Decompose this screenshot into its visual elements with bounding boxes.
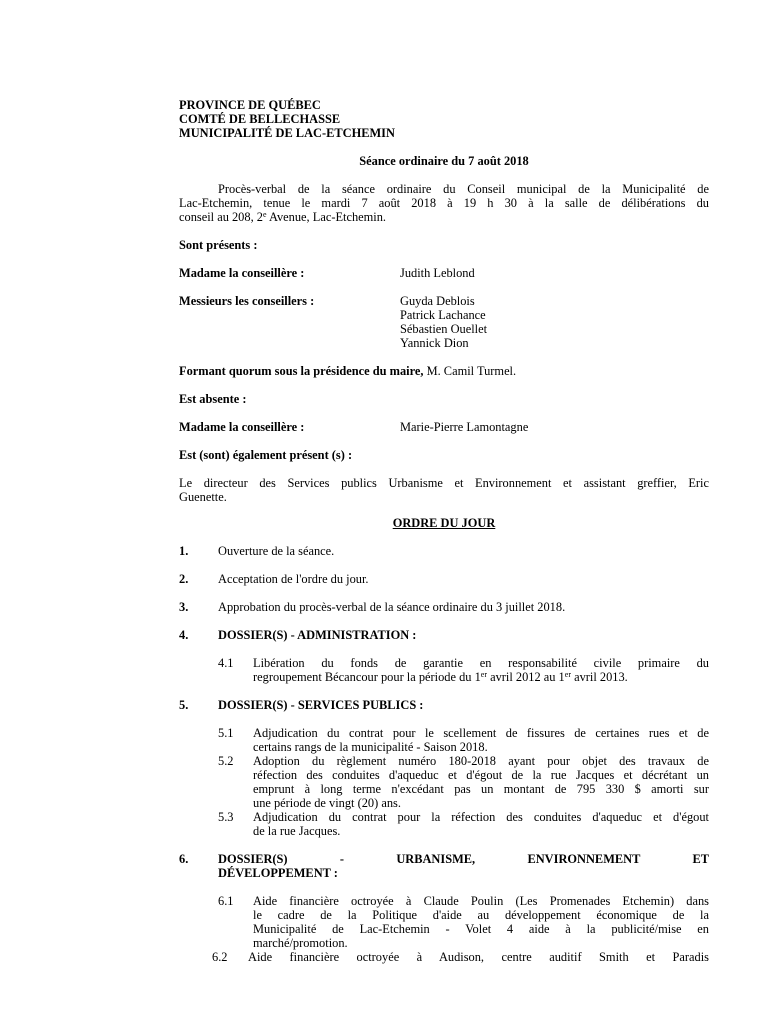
agenda-subitem-line: marché/promotion. [253, 936, 348, 950]
intro-line-2: Lac-Etchemin, tenue le mardi 7 août 2018 à 19 h 30 à la salle de délibérations du [179, 196, 709, 210]
agenda-subitem-line: Adjudication du contrat pour le scellement de fissures de certaines rues et de [253, 726, 709, 740]
absent-label: Madame la conseillère : [179, 420, 305, 434]
subitem-4-1-b: avril 2012 au 1 [486, 670, 565, 684]
header-county: COMTÉ DE BELLECHASSE [179, 112, 341, 126]
absent-heading: Est absente : [179, 392, 247, 406]
agenda-title: ORDRE DU JOUR [392, 516, 496, 530]
councillor-name: Guyda Deblois [400, 294, 475, 308]
agenda-subitem-line: Libération du fonds de garantie en responsabilité civile primaire du [253, 656, 709, 670]
agenda-subitem-line: une période de vingt (20) ans. [253, 796, 401, 810]
agenda-subitem-line: Municipalité de Lac-Etchemin - Volet 4 aide à la publicité/mise en [253, 922, 709, 936]
agenda-subitem-line [253, 670, 628, 684]
quorum-line [179, 364, 516, 378]
agenda-item-number: 4. [179, 628, 189, 642]
quorum-mayor: M. Camil Turmel. [423, 364, 517, 378]
subitem-4-1-sup-2: er [564, 670, 571, 679]
agenda-item-number: 1. [179, 544, 189, 558]
agenda-subitem-line: réfection des conduites d'aqueduc et d'égout de la rue Jacques et décrétant un [253, 768, 709, 782]
present-female-label: Madame la conseillère : [179, 266, 305, 280]
subitem-4-1-c: avril 2013. [570, 670, 628, 684]
agenda-item-text: Ouverture de la séance. [218, 544, 335, 558]
header-municipality: MUNICIPALITÉ DE LAC-ETCHEMIN [179, 126, 395, 140]
agenda-item-number: 6. [179, 852, 189, 866]
agenda-subitem-line: le cadre de la Politique d'aide au développement économique de la [253, 908, 709, 922]
present-heading: Sont présents : [179, 238, 258, 252]
intro-line-3-sup: e [262, 210, 267, 219]
agenda-subitem-number: 5.3 [218, 810, 234, 824]
agenda-subitem-line: Aide financière octroyée à Audison, centre auditif Smith et Paradis [248, 950, 709, 964]
present-female-name: Judith Leblond [400, 266, 475, 280]
councillor-name: Sébastien Ouellet [400, 322, 488, 336]
also-present-line-2: Guenette. [179, 490, 227, 504]
councillor-name: Yannick Dion [400, 336, 469, 350]
also-present-heading: Est (sont) également présent (s) : [179, 448, 353, 462]
agenda-section-heading: DOSSIER(S) - SERVICES PUBLICS : [218, 698, 424, 712]
agenda-section-heading: DOSSIER(S) - ADMINISTRATION : [218, 628, 417, 642]
also-present-line-1: Le directeur des Services publics Urbanisme et Environnement et assistant greffier, Eric [179, 476, 709, 490]
quorum-bold: Formant quorum sous la présidence du maire, [179, 364, 424, 378]
subitem-4-1-a: regroupement Bécancour pour la période du 1 [253, 670, 481, 684]
agenda-item-text: Approbation du procès-verbal de la séance ordinaire du 3 juillet 2018. [218, 600, 566, 614]
agenda-item-number: 3. [179, 600, 189, 614]
meeting-title: Séance ordinaire du 7 août 2018 [359, 154, 529, 168]
intro-line-1: Procès-verbal de la séance ordinaire du Conseil municipal de la Municipalité de [218, 182, 709, 196]
header-province: PROVINCE DE QUÉBEC [179, 98, 321, 112]
agenda-subitem-number: 5.2 [218, 754, 234, 768]
agenda-subitem-line: Adjudication du contrat pour la réfection des conduites d'aqueduc et d'égout [253, 810, 709, 824]
agenda-subitem-number: 6.2 [212, 950, 228, 964]
agenda-section-heading: DOSSIER(S) - URBANISME, ENVIRONNEMENT ET [218, 852, 709, 866]
agenda-subitem-line: Adoption du règlement numéro 180-2018 ayant pour objet des travaux de [253, 754, 709, 768]
councillor-name: Patrick Lachance [400, 308, 486, 322]
agenda-subitem-number: 5.1 [218, 726, 234, 740]
intro-line-3 [179, 210, 386, 224]
absent-name: Marie-Pierre Lamontagne [400, 420, 529, 434]
agenda-subitem-number: 6.1 [218, 894, 234, 908]
agenda-subitem-line: emprunt à long terme n'excédant pas un montant de 795 330 $ amorti sur [253, 782, 709, 796]
agenda-subitem-line: certains rangs de la municipalité - Saison 2018. [253, 740, 488, 754]
present-male-label: Messieurs les conseillers : [179, 294, 315, 308]
intro-line-3-a: conseil au 208, 2 [179, 210, 263, 224]
agenda-subitem-line: de la rue Jacques. [253, 824, 341, 838]
intro-line-3-b: Avenue, Lac-Etchemin. [266, 210, 387, 224]
agenda-item-number: 2. [179, 572, 189, 586]
agenda-section-heading-cont: DÉVELOPPEMENT : [218, 866, 338, 880]
agenda-subitem-line: Aide financière octroyée à Claude Poulin (Les Promenades Etchemin) dans [253, 894, 709, 908]
agenda-subitem-number: 4.1 [218, 656, 234, 670]
agenda-item-text: Acceptation de l'ordre du jour. [218, 572, 369, 586]
agenda-item-number: 5. [179, 698, 189, 712]
subitem-4-1-sup-1: er [480, 670, 487, 679]
